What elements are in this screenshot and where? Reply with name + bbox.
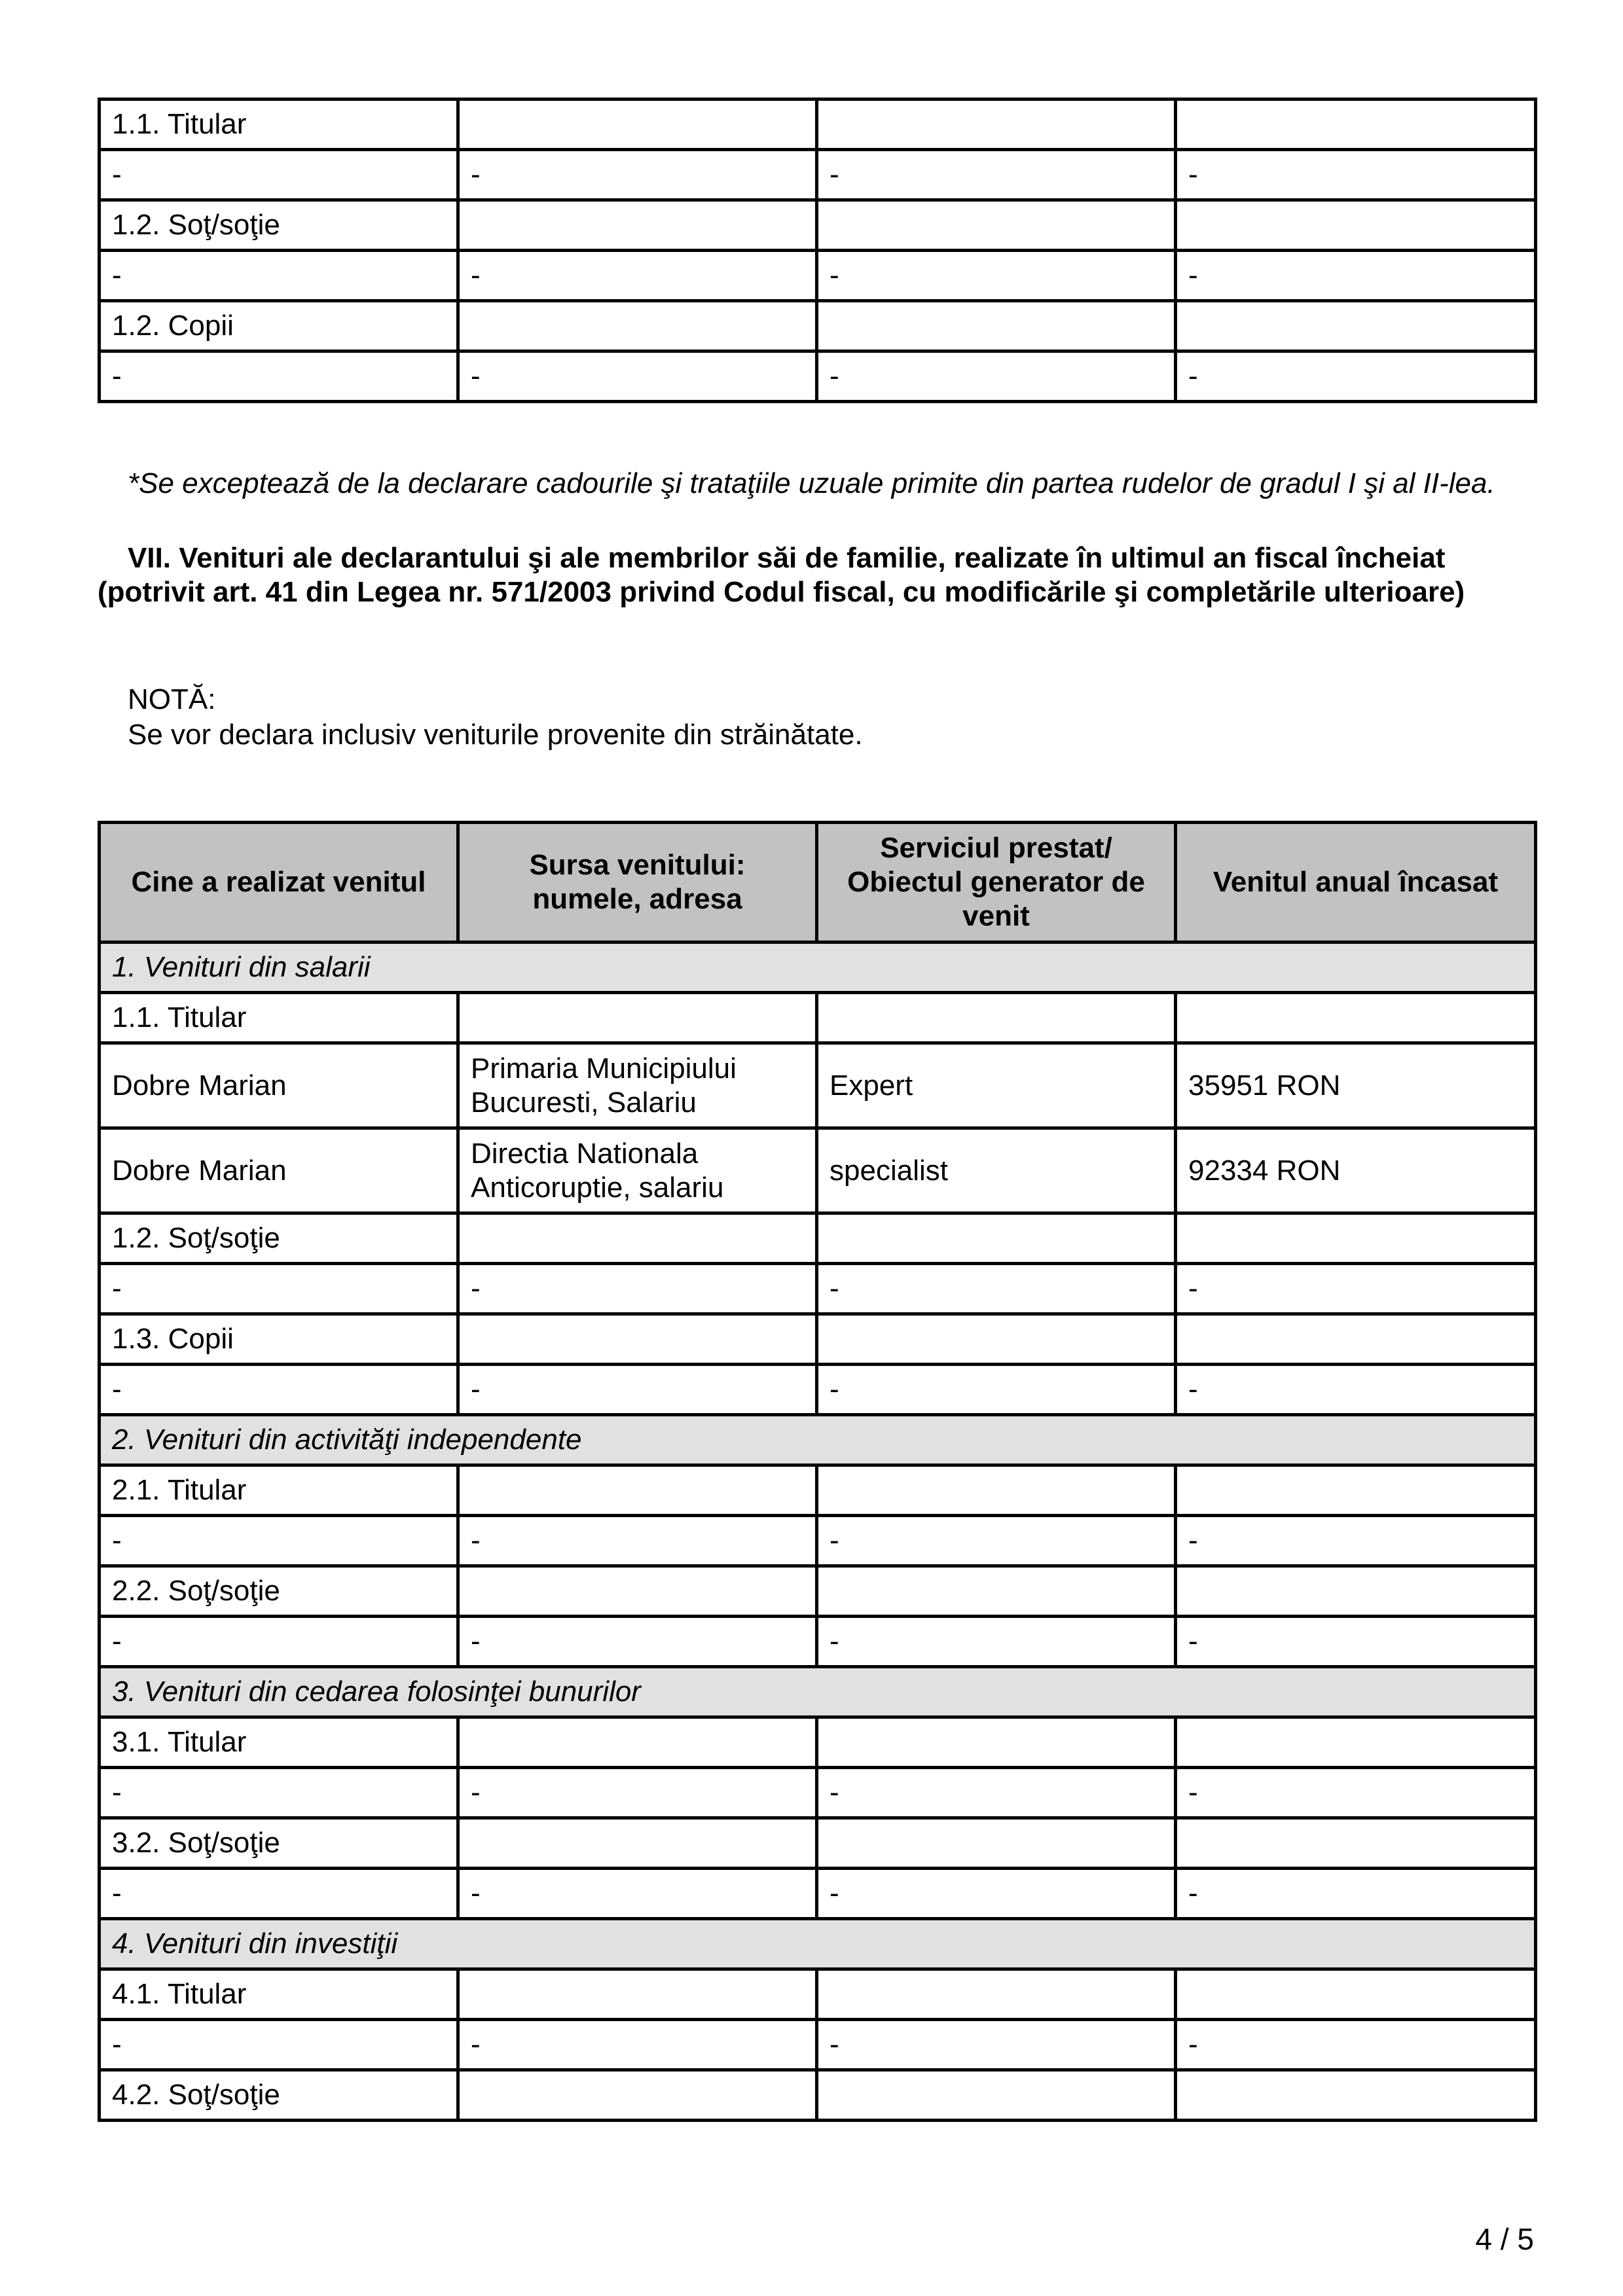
category-cell: 3. Venituri din cedarea folosinţei bunurilor (100, 1667, 1536, 1717)
table-cell: - (458, 1516, 817, 1566)
table-cell: - (458, 1264, 817, 1314)
column-header: Cine a realizat venitul (100, 823, 458, 942)
table-cell (1176, 1969, 1536, 2020)
table-cell (817, 200, 1176, 251)
table-cell: 4.2. Soţ/soţie (100, 2070, 458, 2121)
table-row (100, 1768, 1536, 1818)
table-cell: Dobre Marian (100, 1043, 458, 1128)
table-row (100, 2070, 1536, 2121)
table-cell (1176, 2070, 1536, 2121)
table-cell: - (1176, 1617, 1536, 1667)
table-row (100, 1818, 1536, 1869)
table-row (100, 1516, 1536, 1566)
category-row (100, 942, 1536, 993)
table-cell: - (817, 1516, 1176, 1566)
table-cell: - (1176, 1365, 1536, 1415)
table-cell: specialist (817, 1128, 1176, 1213)
table-cell: Directia Nationala Anticoruptie, salariu (458, 1128, 817, 1213)
table-cell (1176, 99, 1536, 150)
table-cell (458, 1717, 817, 1768)
table-cell (458, 200, 817, 251)
nota-text: Se vor declara inclusiv veniturile provenite din străinătate. (128, 719, 863, 751)
table-cell (458, 301, 817, 351)
category-row (100, 1919, 1536, 1969)
table-cell: - (1176, 2020, 1536, 2070)
table-row (100, 1314, 1536, 1365)
table-cell: - (817, 150, 1176, 200)
table-cell (817, 2070, 1176, 2121)
table-cell (1176, 1818, 1536, 1869)
table-cell (817, 1969, 1176, 2020)
table-cell (817, 1213, 1176, 1264)
table-row (100, 1128, 1536, 1213)
table-cell: 1.2. Soţ/soţie (100, 200, 458, 251)
table-cell (1176, 1314, 1536, 1365)
top-table-body (100, 99, 1536, 402)
table-cell (458, 1818, 817, 1869)
table-cell: 3.2. Soţ/soţie (100, 1818, 458, 1869)
table-row (100, 1213, 1536, 1264)
table-cell: - (817, 1869, 1176, 1919)
table-cell (1176, 993, 1536, 1043)
table-cell: - (1176, 1516, 1536, 1566)
table-cell: - (1176, 351, 1536, 402)
table-cell (817, 1717, 1176, 1768)
table-cell: - (458, 1365, 817, 1415)
table-cell: - (1176, 150, 1536, 200)
category-row (100, 1667, 1536, 1717)
table-cell: 1.2. Soţ/soţie (100, 1213, 458, 1264)
table-cell (458, 993, 817, 1043)
table-cell (1176, 1213, 1536, 1264)
table-cell: - (100, 251, 458, 301)
table-row (100, 150, 1536, 200)
table-cell: - (100, 1617, 458, 1667)
table-cell (458, 1566, 817, 1617)
section-title: VII. Venituri ale declarantului şi ale membrilor săi de familie, realizate în ultimul an fiscal încheiat (potrivit art. 41 din Legea nr. 571/2003 privind Codul fiscal, cu modificările şi completările ulterioare) (98, 542, 1465, 608)
table-row (100, 1717, 1536, 1768)
column-header: Sursa venitului: numele, adresa (458, 823, 817, 942)
income-table-header (100, 823, 1536, 942)
table-cell: - (458, 1869, 817, 1919)
table-cell: - (817, 2020, 1176, 2070)
category-row (100, 1415, 1536, 1465)
table-cell: - (100, 150, 458, 200)
table-cell (458, 1969, 817, 2020)
table-cell: 2.2. Soţ/soţie (100, 1566, 458, 1617)
table-cell: - (817, 251, 1176, 301)
nota-label: NOTĂ: (128, 683, 216, 715)
category-cell: 4. Venituri din investiţii (100, 1919, 1536, 1969)
table-cell (1176, 1717, 1536, 1768)
table-cell (817, 1314, 1176, 1365)
table-cell (817, 1465, 1176, 1516)
table-cell (817, 1566, 1176, 1617)
column-header: Serviciul prestat/ Obiectul generator de venit (817, 823, 1176, 942)
table-row (100, 251, 1536, 301)
table-cell: - (817, 1768, 1176, 1818)
table-cell: - (458, 251, 817, 301)
table-cell: - (458, 1768, 817, 1818)
table-row (100, 2020, 1536, 2070)
table-cell (458, 2070, 817, 2121)
table-cell: - (817, 1617, 1176, 1667)
category-cell: 2. Venituri din activităţi independente (100, 1415, 1536, 1465)
table-cell: 92334 RON (1176, 1128, 1536, 1213)
column-header: Venitul anual încasat (1176, 823, 1536, 942)
table-cell: Dobre Marian (100, 1128, 458, 1213)
table-cell: - (458, 1617, 817, 1667)
table-cell (1176, 200, 1536, 251)
top-table (98, 98, 1537, 403)
table-cell (1176, 1465, 1536, 1516)
table-cell: 1.1. Titular (100, 993, 458, 1043)
table-row (100, 993, 1536, 1043)
table-cell: - (100, 1264, 458, 1314)
table-cell: - (100, 351, 458, 402)
header-row (100, 823, 1536, 942)
table-row (100, 1617, 1536, 1667)
table-cell: 1.3. Copii (100, 1314, 458, 1365)
income-table (98, 821, 1537, 2122)
table-row (100, 200, 1536, 251)
table-cell: - (100, 1365, 458, 1415)
table-row (100, 1566, 1536, 1617)
table-cell: 1.2. Copii (100, 301, 458, 351)
table-cell (458, 1465, 817, 1516)
table-cell: - (817, 351, 1176, 402)
table-row (100, 1365, 1536, 1415)
table-cell: - (458, 150, 817, 200)
table-cell: 35951 RON (1176, 1043, 1536, 1128)
table-cell: 2.1. Titular (100, 1465, 458, 1516)
table-row (100, 1465, 1536, 1516)
table-cell (817, 993, 1176, 1043)
table-cell: - (458, 351, 817, 402)
income-table-body (100, 942, 1536, 2121)
table-cell: - (817, 1365, 1176, 1415)
table-cell: - (817, 1264, 1176, 1314)
table-row (100, 1869, 1536, 1919)
table-cell: Primaria Municipiului Bucuresti, Salariu (458, 1043, 817, 1128)
table-cell: - (1176, 1264, 1536, 1314)
table-cell (817, 301, 1176, 351)
table-cell: 3.1. Titular (100, 1717, 458, 1768)
table-cell: - (100, 2020, 458, 2070)
table-cell: - (1176, 251, 1536, 301)
table-cell (817, 1818, 1176, 1869)
table-cell: - (1176, 1869, 1536, 1919)
table-cell: 4.1. Titular (100, 1969, 458, 2020)
table-cell: Expert (817, 1043, 1176, 1128)
table-row (100, 301, 1536, 351)
table-row (100, 351, 1536, 402)
table-cell (1176, 301, 1536, 351)
table-cell: - (100, 1768, 458, 1818)
table-cell (458, 1213, 817, 1264)
table-cell (1176, 1566, 1536, 1617)
table-cell: 1.1. Titular (100, 99, 458, 150)
table-cell (458, 1314, 817, 1365)
table-row (100, 99, 1536, 150)
table-cell (817, 99, 1176, 150)
table-cell: - (100, 1516, 458, 1566)
table-row (100, 1264, 1536, 1314)
category-cell: 1. Venituri din salarii (100, 942, 1536, 993)
page-number: 4 / 5 (1475, 2222, 1534, 2256)
table-cell: - (458, 2020, 817, 2070)
table-row (100, 1969, 1536, 2020)
gifts-footnote: *Se exceptează de la declarare cadourile şi trataţiile uzuale primite din partea rudelor de gradul I şi al II-lea. (128, 467, 1495, 499)
table-cell: - (100, 1869, 458, 1919)
table-cell (458, 99, 817, 150)
table-row (100, 1043, 1536, 1128)
table-cell: - (1176, 1768, 1536, 1818)
